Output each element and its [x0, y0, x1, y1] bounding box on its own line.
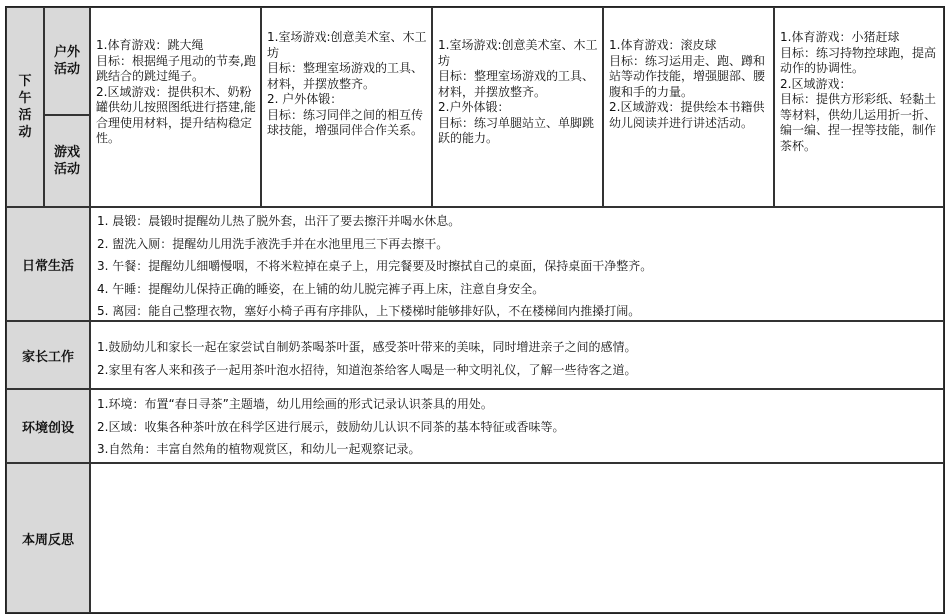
outdoor-label-text: 户外活动: [53, 45, 80, 77]
daily-life-item: 3. 午餐：提醒幼儿细嚼慢咽，不将米粒掉在桌子上，用完餐要及时擦拭自己的桌面，保持桌面干净整齐。: [97, 259, 653, 273]
daily-life-label: [6, 207, 90, 321]
daily-life-item: 4. 午睡：提醒幼儿保持正确的睡姿，在上铺的幼儿脱完裤子再上床，注意自身安全。: [97, 281, 545, 296]
environment-item: 3.自然角：丰富自然角的植物观赏区，和幼儿一起观察记录。: [97, 442, 421, 456]
column-2-line: 2. 户外体锻：: [267, 92, 343, 106]
afternoon-section-label: [6, 7, 44, 207]
parent-work-item: 1.鼓励幼儿和家长一起在家尝试自制奶茶喝茶叶蛋，感受茶叶带来的美味，同时增进亲子之间的感情。: [97, 340, 637, 354]
afternoon-label-text: 下午活动: [18, 74, 32, 140]
column-4-line: 目标：练习运用走、跑、蹲和站等动作技能，增强腿部、腰腹和手的力量。: [609, 53, 766, 99]
environment-label-text: 环境创设: [21, 420, 74, 436]
reflection-label-text: 本周反思: [21, 532, 74, 548]
column-1-line: 目标：根据绳子甩动的节奏,跑跳结合的跳过绳子。: [96, 53, 256, 83]
column-4-line: 1.体育游戏：滚皮球: [609, 38, 717, 52]
environment-item: 2.区域：收集各种茶叶放在科学区进行展示，鼓励幼儿认识不同茶的基本特征或香味等。: [97, 419, 565, 434]
daily-life-content: [90, 207, 944, 321]
column-2-line: 目标：练习同伴之间的相互传球技能，增强同伴合作关系。: [267, 107, 424, 137]
daily-life-label-text: 日常生活: [21, 258, 74, 274]
daily-life-item: 5. 离园：能自己整理衣物，塞好小椅子再有序排队，上下楼梯时能够排好队，不在楼梯间内推搡打闹。: [97, 304, 641, 318]
column-3-line: 1.室场游戏:创意美术室、木工坊: [438, 38, 598, 68]
parent-work-label-text: 家长工作: [21, 349, 74, 365]
daily-life-item: 2. 盥洗入厕：提醒幼儿用洗手液洗手并在水池里甩三下再去擦干。: [97, 236, 449, 251]
daily-life-item: 1. 晨锻：晨锻时提醒幼儿热了脱外套，出汗了要去擦汗并喝水休息。: [97, 214, 461, 228]
afternoon-column-2: [261, 7, 432, 207]
game-activity-label: [44, 115, 90, 207]
parent-work-item: 2.家里有客人来和孩子一起用茶叶泡水招待，知道泡茶给客人喝是一种文明礼仪，了解一些待客之道。: [97, 362, 637, 377]
column-1-line: 2.区域游戏：提供积木、奶粉罐供幼儿按照图纸进行搭建,能合理使用材料，提升结构稳定性。: [96, 84, 256, 145]
column-2-line: 目标：整理室场游戏的工具、材料，并摆放整齐。: [267, 61, 424, 91]
weekly-plan-table: [5, 6, 945, 614]
column-2-line: 1.室场游戏:创意美术室、木工坊: [267, 30, 427, 60]
column-4-line: 2.区域游戏：提供绘本书籍供幼儿阅读并进行讲述活动。: [609, 100, 765, 130]
environment-label: [6, 389, 90, 463]
afternoon-column-1: [90, 7, 261, 207]
column-3-line: 目标：整理室场游戏的工具、材料，并摆放整齐。: [438, 69, 595, 99]
column-5-line: 目标：练习持物控球跑，提高动作的协调性。: [780, 45, 937, 75]
afternoon-column-5: [774, 7, 944, 207]
column-5-line: 1.体育游戏：小猪赶球: [780, 30, 900, 44]
reflection-content: [90, 463, 944, 613]
column-3-line: 目标：练习单腿站立、单脚跳跃的能力。: [438, 115, 595, 145]
environment-content: [90, 389, 944, 463]
outdoor-activity-label: [44, 7, 90, 115]
column-5-line: 2.区域游戏：: [780, 76, 852, 91]
parent-work-content: [90, 321, 944, 389]
reflection-label: [6, 463, 90, 613]
column-1-line: 1.体育游戏：跳大绳: [96, 38, 204, 52]
game-label-text: 游戏活动: [53, 145, 80, 177]
afternoon-column-4: [603, 7, 774, 207]
environment-item: 1.环境：布置“春日寻茶”主题墙，幼儿用绘画的形式记录认识茶具的用处。: [97, 397, 493, 411]
column-5-line: 目标：提供方形彩纸、轻黏土等材料，供幼儿运用折一折、编一编、捏一捏等技能，制作茶杯。: [780, 92, 937, 153]
afternoon-column-3: [432, 7, 603, 207]
parent-work-label: [6, 321, 90, 389]
column-3-line: 2.户外体锻：: [438, 100, 510, 114]
